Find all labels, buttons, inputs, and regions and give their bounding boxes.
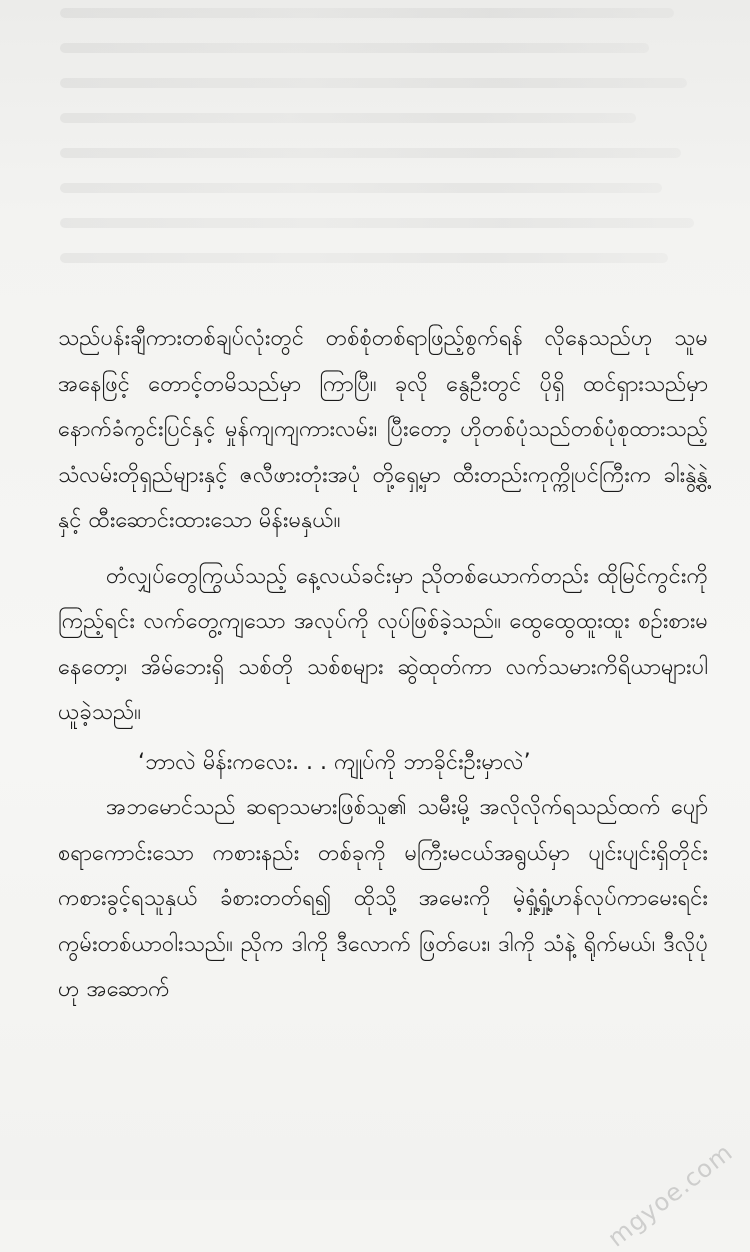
dialogue-line: ‘ဘာလဲ မိန်းကလေး. . . ကျုပ်ကို ဘာခိုင်းဦးမှာလဲ’ (138, 749, 531, 775)
body-text (58, 316, 708, 1013)
bleed-through-text (60, 0, 700, 330)
paragraph-2: တံလျှပ်တွေကြွယ်သည့် နေ့လယ်ခင်းမှာ ညိုတစ်ယောက်တည်း ထိုမြင်ကွင်းကို ကြည့်ရင်း လက်တွေ့ကျသော အလုပ်ကို လုပ်ဖြစ်ခဲ့သည်။ ထွေထွေထူးထူး စဉ်းစားမနေတော့၊ အိမ်ဘေးရှိ သစ်တို သစ်စများ ဆွဲထုတ်ကာ လက်သမားကိရိယာများပါ ယူခဲ့သည်။ (58, 563, 708, 725)
paragraph-1: သည်ပန်းချီကားတစ်ချပ်လုံးတွင် တစ်စုံတစ်ရာဖြည့်စွက်ရန် လိုနေသည်ဟု သူမအနေဖြင့် တောင့်တမိသည်မှာ ကြာပြီ။ ခုလို နွေဦးတွင် ပိုရှိ ထင်ရှားသည်မှာ နောက်ခံကွင်းပြင်နှင့် မှုန်ကျကျကားလမ်း၊ ပြီးတော့ ဟိုတစ်ပုံသည်တစ်ပုံစုထားသည့် သံလမ်းတိုရှည်များနှင့် ဇလီဖားတုံးအပုံ တို့ရှေ့မှာ ထီးတည်းကုက္ကိုပင်ကြီးက ခါးနွဲ့နွဲ့နှင့် ထီးဆောင်းထားသော မိန်းမနှယ်။ (58, 326, 708, 533)
watermark: mgyoe.com (602, 1137, 738, 1252)
paragraph-3: အဘမောင်သည် ဆရာသမားဖြစ်သူ၏ သမီးမို့ အလိုလိုက်ရသည်ထက် ပျော်စရာကောင်းသော ကစားနည်း တစ်ခုကို မကြီးမငယ်အရွယ်မှာ ပျင်းပျင်းရှိတိုင်း ကစားခွင့်ရသူနှယ် ခံစားတတ်ရ၍ ထိုသို့ အမေးကို မဲ့ရှုံ့ရှုံ့ဟန်လုပ်ကာမေးရင်း ကွမ်းတစ်ယာဝါးသည်။ ညိုက ဒါကို ဒီလောက် ဖြတ်ပေး၊ ဒါကို သံနဲ့ ရိုက်မယ်၊ ဒီလိုပုံဟု အဆောက် (58, 795, 708, 1002)
